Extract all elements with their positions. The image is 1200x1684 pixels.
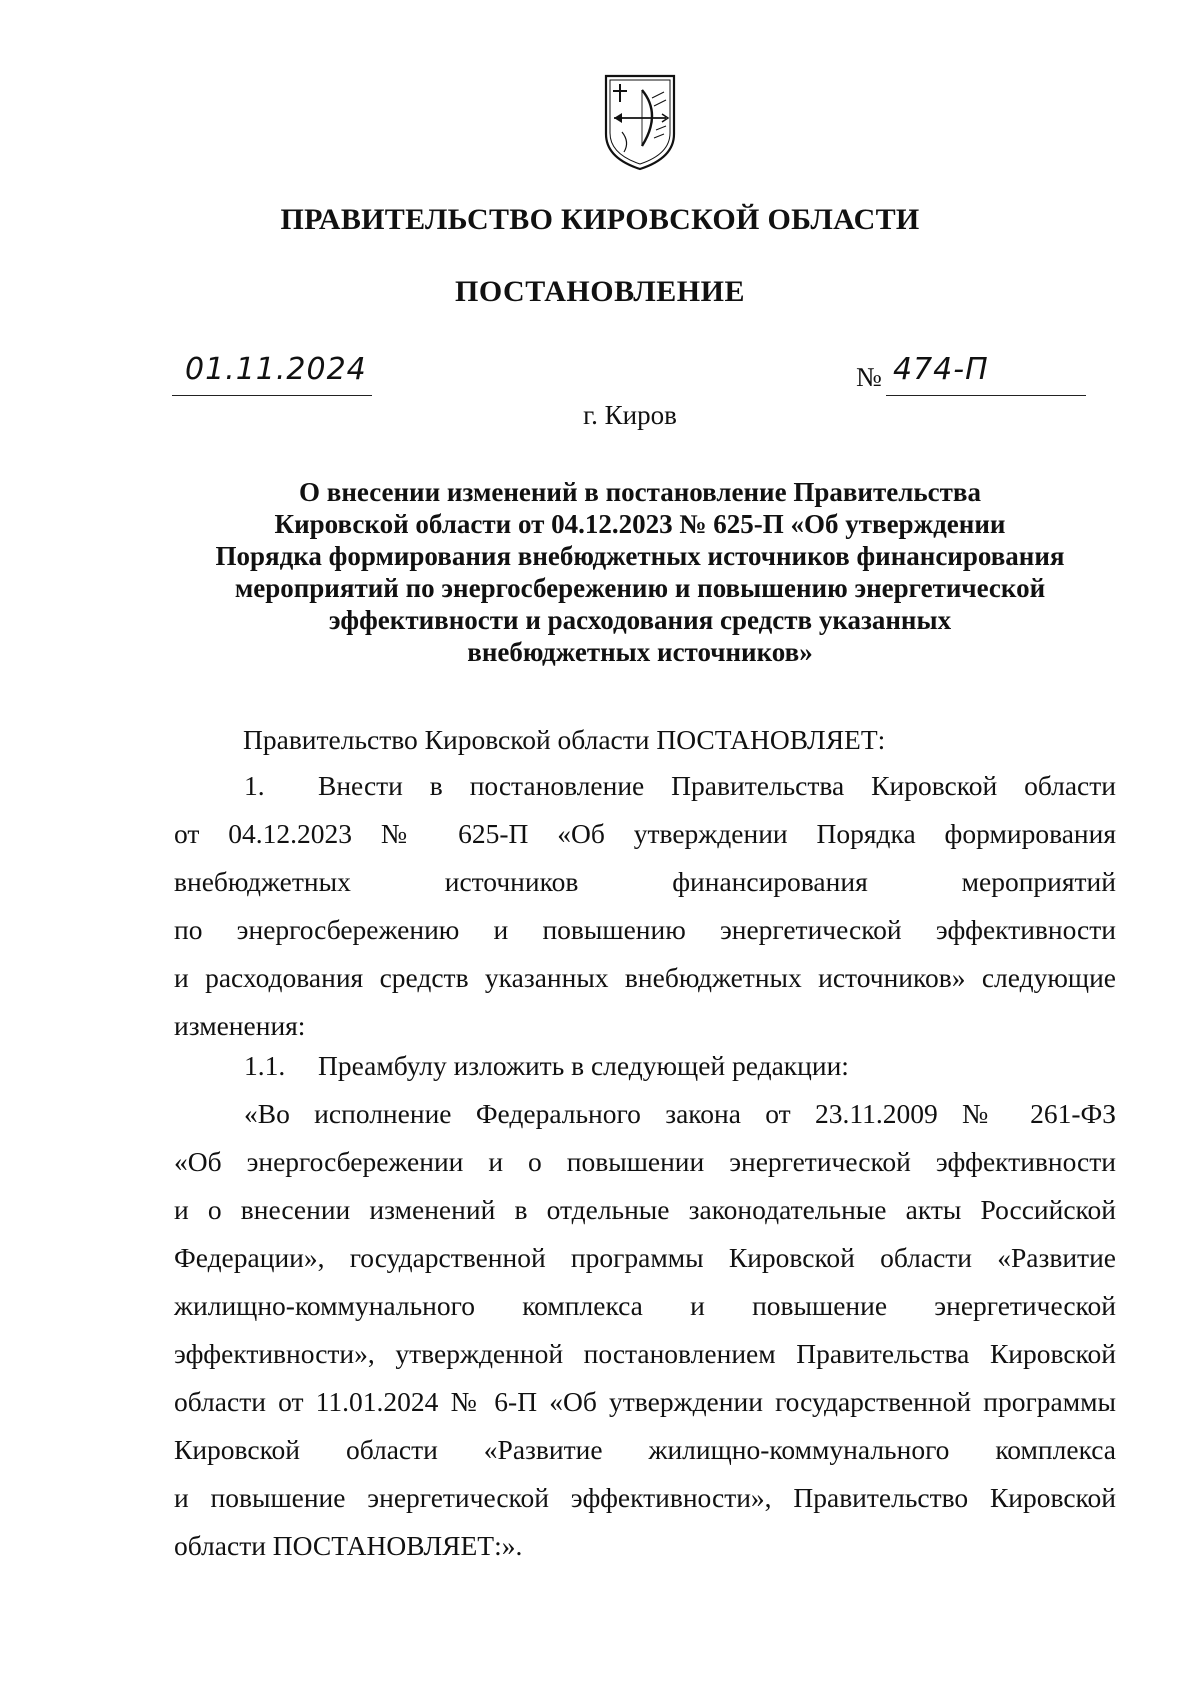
preamble-line: и о внесении изменений в отдельные законодательные акты Российской <box>174 1194 1116 1225</box>
document-type-title: ПОСТАНОВЛЕНИЕ <box>455 275 745 308</box>
number-sign: № <box>856 362 882 392</box>
preamble-line: эффективности», утвержденной постановлением Правительства Кировской <box>174 1338 1116 1369</box>
government-name: ПРАВИТЕЛЬСТВО КИРОВСКОЙ ОБЛАСТИ <box>280 203 920 236</box>
document-date: 01.11.2024 <box>185 352 367 387</box>
city-name: г. Киров <box>583 400 677 430</box>
preamble-line: и повышение энергетической эффективности», Правительство Кировской <box>174 1482 1116 1513</box>
preamble-quote <box>174 1090 1116 1570</box>
item-1-1-number: 1.1. <box>244 1050 286 1081</box>
resolution-intro: Правительство Кировской области ПОСТАНОВЛЯЕТ: <box>243 724 886 755</box>
subject-line: эффективности и расходования средств указанных <box>328 605 952 635</box>
item-1-line <box>174 762 1116 810</box>
preamble-line: «Во исполнение Федерального закона от 23.11.2009 № 261-ФЗ <box>244 1098 1116 1129</box>
subject-line: О внесении изменений в постановление Правительства <box>299 477 981 507</box>
coat-of-arms-icon <box>600 72 680 172</box>
preamble-line: «Об энергосбережении и о повышении энергетической эффективности <box>174 1146 1116 1177</box>
subject-line: внебюджетных источников» <box>467 637 813 667</box>
preamble-line: жилищно-коммунального комплекса и повышение энергетической <box>174 1290 1116 1321</box>
item-1-1 <box>174 1042 1116 1090</box>
preamble-line: области ПОСТАНОВЛЯЕТ:». <box>174 1530 523 1561</box>
item-1-line: изменения: <box>174 1010 306 1041</box>
item-1-line: внебюджетных источников финансирования мероприятий <box>174 866 1116 897</box>
item-1-line: и расходования средств указанных внебюджетных источников» следующие <box>174 962 1116 993</box>
item-1 <box>174 762 1116 1050</box>
item-1-line: от 04.12.2023 № 625-П «Об утверждении Порядка формирования <box>174 818 1116 849</box>
document-subject <box>180 476 1100 668</box>
subject-line: мероприятий по энергосбережению и повышению энергетической <box>234 573 1046 603</box>
item-1-text: Внести в постановление Правительства Кировской области <box>318 770 1116 801</box>
preamble-line: области от 11.01.2024 № 6-П «Об утверждении государственной программы <box>174 1386 1116 1417</box>
item-1-number: 1. <box>244 770 265 801</box>
item-1-1-text: Преамбулу изложить в следующей редакции: <box>318 1050 849 1081</box>
item-1-line: по энергосбережению и повышению энергетической эффективности <box>174 914 1116 945</box>
item-1-1-line <box>174 1042 1116 1090</box>
subject-line: Порядка формирования внебюджетных источников финансирования <box>215 541 1065 571</box>
preamble-line: Федерации», государственной программы Кировской области «Развитие <box>174 1242 1116 1273</box>
preamble-line: Кировской области «Развитие жилищно-коммунального комплекса <box>174 1434 1116 1465</box>
subject-line: Кировской области от 04.12.2023 № 625-П «Об утверждении <box>274 509 1006 539</box>
document-number: 474-П <box>893 352 989 387</box>
